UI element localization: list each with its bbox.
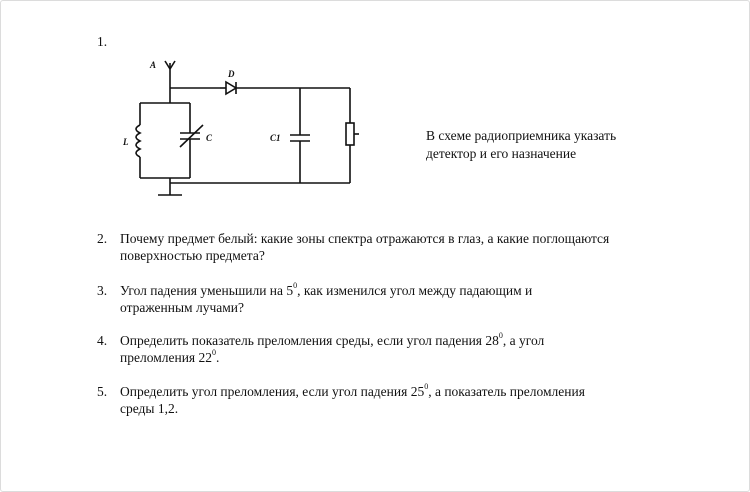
question-4-line1: Определить показатель преломления среды, если угол падения $28^0$, а угол [120, 330, 545, 348]
radio-receiver-circuit-diagram [110, 55, 370, 205]
question-2-text [120, 230, 700, 264]
question-4-text [120, 332, 700, 366]
label-diode: D [228, 69, 235, 79]
question-3-text [120, 282, 700, 316]
question-4-number: 4. [97, 333, 108, 348]
question-5-number: 5. [97, 384, 108, 399]
task-1-caption-line1: В схеме радиоприемника указать [426, 128, 617, 143]
question-3-number: 3. [97, 283, 108, 298]
question-3-line2: отраженным лучами? [120, 300, 244, 315]
question-2-line1: Почему предмет белый: какие зоны спектра отражаются в глаз, а какие поглощаются [120, 231, 610, 246]
label-antenna: A [150, 60, 157, 70]
question-2-line2: поверхностью предмета? [120, 248, 265, 263]
label-capacitor1: C1 [270, 133, 281, 143]
task-1-number: 1. [97, 34, 108, 49]
headphones-symbol [346, 123, 354, 145]
diode-symbol [226, 82, 236, 94]
label-inductor: L [123, 137, 129, 147]
question-5-text [120, 383, 700, 417]
inductor-coil [136, 125, 140, 157]
question-3-line1: Угол падения уменьшили на $5^0$, как изменился угол между падающим и [120, 280, 533, 298]
label-capacitor: C [206, 133, 213, 143]
question-4-line2: преломления $22^0$. [120, 347, 220, 365]
variable-capacitor-arrow [180, 125, 203, 147]
question-5-line2: среды 1,2. [120, 401, 179, 416]
question-2-number: 2. [97, 231, 108, 246]
task-1-caption-line2: детектор и его назначение [426, 146, 577, 161]
task-1-caption [426, 127, 666, 163]
question-5-line1: Определить угол преломления, если угол падения $25^0$, а показатель преломления [120, 381, 585, 399]
